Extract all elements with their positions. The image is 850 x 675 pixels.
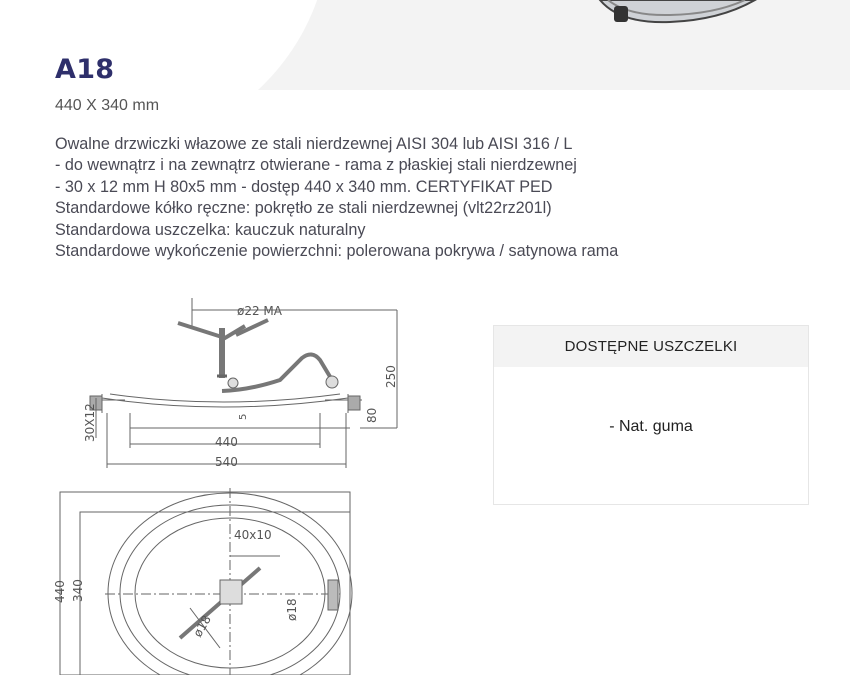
seal-item: - Nat. guma xyxy=(609,418,693,435)
description-line: Owalne drzwiczki włazowe ze stali nierdzewnej AISI 304 lub AISI 316 / L xyxy=(55,135,573,153)
description-line: Standardowa uszczelka: kauczuk naturalny xyxy=(55,220,366,239)
product-title: A18 xyxy=(55,54,115,85)
product-photo xyxy=(590,0,760,26)
product-dimensions: 440 X 340 mm xyxy=(55,97,160,114)
dim-label-v340: 340 xyxy=(71,579,85,602)
dim-label-5: 5 xyxy=(238,413,249,420)
dim-label-d18-b: ø18 xyxy=(190,612,214,640)
dim-label-80: 80 xyxy=(365,407,379,423)
description-line: Standardowe kółko ręczne: pokrętło ze stali nierdzewnej (vlt22rz201l) xyxy=(55,199,552,218)
dim-label-440: 440 xyxy=(215,435,238,449)
seals-header: DOSTĘPNE USZCZELKI xyxy=(494,326,808,367)
dim-label-frame: 30X12 xyxy=(83,403,97,442)
description-line: - 30 x 12 mm H 80x5 mm - dostęp 440 x 340 mm. CERTYFIKAT PED xyxy=(55,177,553,196)
description-line: Standardowe wykończenie powierzchni: polerowana pokrywa / satynowa rama xyxy=(55,242,619,261)
dim-label-d18-a: ø18 xyxy=(285,598,299,621)
description-line: - do wewnątrz i na zewnątrz otwierane - rama z płaskiej stali nierdzewnej xyxy=(55,156,577,175)
dim-label-40x10: 40x10 xyxy=(234,528,272,542)
dim-label-250: 250 xyxy=(384,365,398,388)
technical-drawing xyxy=(50,298,410,675)
dim-label-540: 540 xyxy=(215,455,238,469)
product-description xyxy=(55,134,735,262)
available-seals-box xyxy=(493,325,809,505)
dim-label-d22: ø22 MA xyxy=(237,304,282,318)
dim-label-v440: 440 xyxy=(53,580,67,603)
